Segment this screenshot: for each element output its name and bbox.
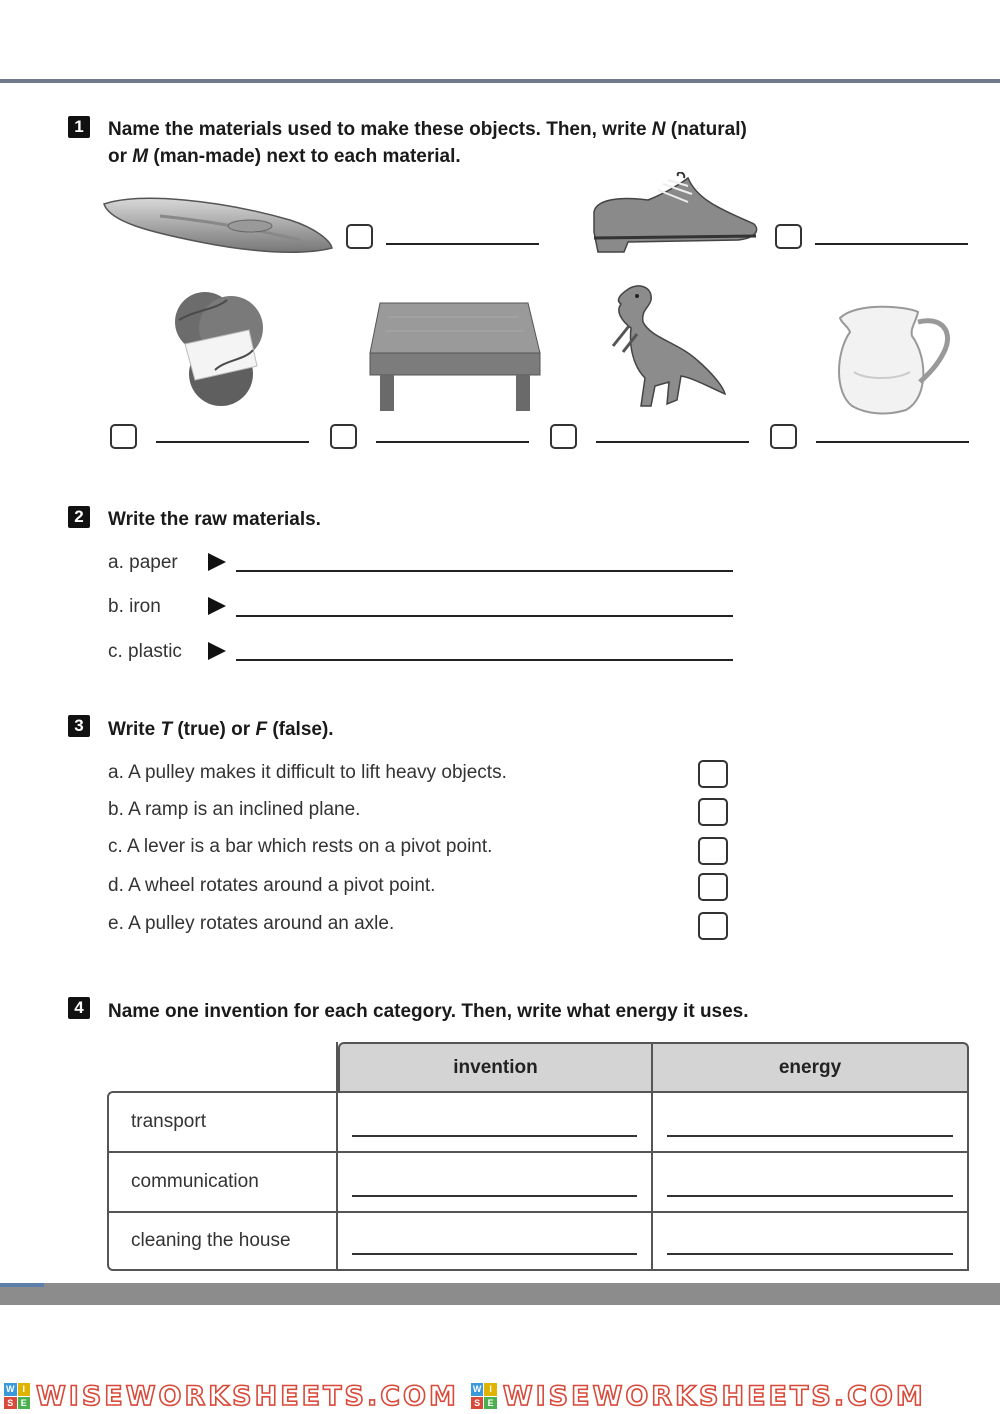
section-3-title: Write T (true) or F (false).	[108, 719, 334, 740]
material-checkbox[interactable]	[775, 224, 802, 249]
true-false-checkbox[interactable]	[698, 912, 728, 940]
kayak-image	[100, 190, 335, 262]
top-rule	[0, 79, 1000, 83]
energy-answer-cell[interactable]	[653, 1151, 969, 1211]
column-header-invention: invention	[338, 1042, 653, 1091]
true-false-checkbox[interactable]	[698, 760, 728, 788]
dinosaur-toy-image	[607, 282, 727, 410]
category-label: communication	[107, 1151, 338, 1211]
shoe-image	[588, 172, 763, 254]
table-row	[107, 1091, 969, 1151]
invention-answer-cell[interactable]	[338, 1151, 653, 1211]
material-answer-line[interactable]	[596, 441, 749, 443]
invention-answer-cell[interactable]	[338, 1091, 653, 1151]
raw-material-label: a. paper	[108, 552, 178, 573]
invention-answer-cell[interactable]	[338, 1211, 653, 1271]
true-false-checkbox[interactable]	[698, 798, 728, 826]
material-answer-line[interactable]	[156, 441, 309, 443]
wise-logo-icon: W I S E	[4, 1383, 30, 1409]
true-false-statement: e. A pulley rotates around an axle.	[108, 913, 395, 934]
true-false-statement: d. A wheel rotates around a pivot point.	[108, 875, 436, 896]
wise-logo-icon: W I S E	[471, 1383, 497, 1409]
true-false-statement: a. A pulley makes it difficult to lift heavy objects.	[108, 762, 507, 783]
section-2-title: Write the raw materials.	[108, 509, 321, 530]
watermark-unit	[0, 1381, 459, 1412]
section-1-number: 1	[68, 116, 90, 138]
material-answer-line[interactable]	[376, 441, 529, 443]
watermark-text: WISEWORKSHEETS.COM	[36, 1380, 459, 1412]
arrow-right-icon	[208, 597, 226, 615]
arrow-right-icon	[208, 642, 226, 660]
bottom-band	[0, 1283, 1000, 1305]
material-checkbox[interactable]	[550, 424, 577, 449]
energy-answer-cell[interactable]	[653, 1211, 969, 1271]
true-false-checkbox[interactable]	[698, 837, 728, 865]
table-row	[107, 1211, 969, 1271]
section-1-title: Name the materials used to make these objects. Then, write N (natural) or M (man-made) next to each material.	[108, 119, 747, 167]
raw-material-answer-line[interactable]	[236, 615, 733, 617]
section-3-number: 3	[68, 715, 90, 737]
energy-answer-cell[interactable]	[653, 1091, 969, 1151]
arrow-right-icon	[208, 553, 226, 571]
invention-table	[107, 1042, 969, 1271]
watermark-text: WISEWORKSHEETS.COM	[502, 1380, 926, 1412]
raw-material-answer-line[interactable]	[236, 659, 733, 661]
material-answer-line[interactable]	[386, 243, 539, 245]
section-2-number: 2	[68, 506, 90, 528]
material-answer-line[interactable]	[816, 441, 969, 443]
jug-image	[836, 302, 956, 416]
raw-material-answer-line[interactable]	[236, 570, 733, 572]
yarn-image	[165, 290, 270, 410]
raw-material-label: c. plastic	[108, 641, 182, 662]
material-checkbox[interactable]	[346, 224, 373, 249]
table-image	[368, 297, 543, 415]
true-false-statement: c. A lever is a bar which rests on a pivot point.	[108, 836, 493, 857]
table-corner	[107, 1042, 338, 1091]
true-false-statement: b. A ramp is an inclined plane.	[108, 799, 361, 820]
section-4-title: Name one invention for each category. Then, write what energy it uses.	[108, 1001, 749, 1022]
section-4-number: 4	[68, 997, 90, 1019]
watermark-unit	[467, 1381, 926, 1412]
material-checkbox[interactable]	[330, 424, 357, 449]
material-answer-line[interactable]	[815, 243, 968, 245]
category-label: cleaning the house	[107, 1211, 338, 1271]
table-row	[107, 1151, 969, 1211]
raw-material-label: b. iron	[108, 596, 161, 617]
material-checkbox[interactable]	[770, 424, 797, 449]
category-label: transport	[107, 1091, 338, 1151]
true-false-checkbox[interactable]	[698, 873, 728, 901]
material-checkbox[interactable]	[110, 424, 137, 449]
column-header-energy: energy	[653, 1042, 969, 1091]
watermark	[0, 1378, 1000, 1414]
